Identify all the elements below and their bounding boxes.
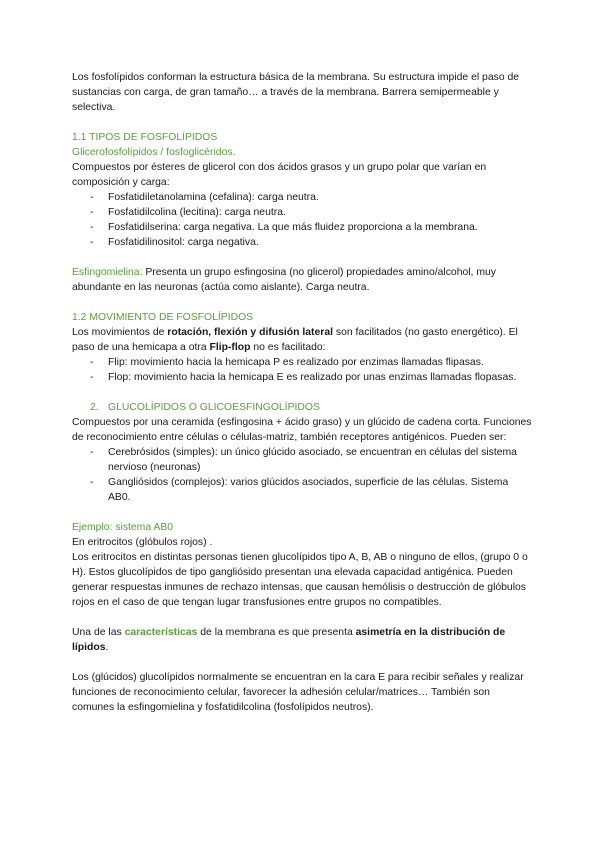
list-item: - Fosfatidilcolina (lecitina): carga neutra. — [72, 205, 532, 220]
esfingomielina-label: Esfingomielina: — [72, 267, 143, 278]
text-run: Los movimientos de — [72, 327, 168, 338]
list-flip-flop — [72, 355, 532, 385]
list-glucolipidos — [72, 445, 532, 505]
list-item: - Flip: movimiento hacia la hemicapa P es realizado por enzimas llamadas flipasas. — [72, 355, 532, 370]
paragraph-glucolipidos-cara-e: Los (glúcidos) glucolípidos normalmente se encuentran en la cara E para recibir señales y realizar funciones de reconocimiento celular, favorecer la adhesión celular/matrices… También son comunes la esfingomielina y fosfatidilcolina (fosfolípidos neutros). — [72, 672, 524, 713]
list-item: - Fosfatidiletanolamina (cefalina): carga neutra. — [72, 190, 532, 205]
paragraph-asimetria — [72, 625, 532, 655]
paragraph-eritrocitos: Los eritrocitos en distintas personas tienen glucolípidos tipo A, B, AB o ninguno de ellos, (grupo 0 o H). Estos glucolípidos de tipo gangliósido presentan una elevada capacidad antigénica. Pueden generar respuestas inmunes de rechazo intensas, que causan hemólisis o destrucción de glóbulos rojos en el caso de que tengan lugar transfusiones entre grupos no compatibles. — [72, 552, 528, 608]
paragraph-glicerofosfolipidos: Compuestos por ésteres de glicerol con dos ácidos grasos y un grupo polar que varían en composición y carga: — [72, 162, 487, 188]
list-item: - Fosfatidilserina: carga negativa. La que más fluidez proporciona a la membrana. — [72, 220, 532, 235]
paragraph-glucolipidos: Compuestos por una ceramida (esfingosina + ácido graso) y un glúcido de cadena corta. Funciones de reconocimiento entre células o células-matriz, también receptores antigénicos. Pueden ser: — [72, 417, 532, 443]
example-line: En eritrocitos (glóbulos rojos) . — [72, 537, 213, 548]
section-number: 2. — [90, 402, 99, 413]
bold-run: asimetría en la distribución de lípidos — [72, 627, 506, 653]
text-run: de la membrana es que presenta — [197, 627, 356, 638]
bold-run: rotación, flexión y difusión lateral — [167, 327, 333, 338]
list-item: - Flop: movimiento hacia la hemicapa E es realizado por unas enzimas llamadas flopasas. — [72, 370, 532, 385]
bold-run: Flip-flop — [209, 342, 251, 353]
section-heading-movimiento: 1.2 MOVIMIENTO DE FOSFOLÍPIDOS — [72, 312, 254, 323]
bold-green-run: características — [124, 627, 198, 638]
paragraph-esfingomielina — [72, 265, 532, 295]
example-heading: Ejemplo: sistema AB0 — [72, 522, 174, 533]
list-item: - Fosfatidilinositol: carga negativa. — [72, 235, 532, 250]
text-run: . — [105, 642, 109, 653]
paragraph-movimiento — [72, 325, 532, 355]
intro-paragraph: Los fosfolípidos conforman la estructura básica de la membrana. Su estructura impide el paso de sustancias con carga, de gran tamaño… a través de la membrana. Barrera semipermeable y selectiva. — [72, 72, 520, 113]
text-run: son facilitados (no gasto energético). El paso de una hemicapa a otra — [72, 327, 518, 353]
section-heading-text: GLUCOLÍPIDOS O GLICOESFINGOLÍPIDOS — [108, 402, 320, 413]
list-item: - Gangliósidos (complejos): varios glúcidos asociados, superficie de las células. Sistema AB0. — [72, 475, 532, 505]
document-page — [72, 70, 532, 715]
list-fosfolipidos — [72, 190, 532, 250]
text-run: Una de las — [72, 627, 125, 638]
esfingomielina-text: Presenta un grupo esfingosina (no glicerol) propiedades amino/alcohol, muy abundante en las neuronas (actúa como aislante). Carga neutra. — [72, 267, 496, 293]
section-heading-tipos: 1.1 TIPOS DE FOSFOLÍPIDOS — [72, 132, 218, 143]
section-heading-glucolipidos — [72, 400, 532, 415]
subheading-glicerofosfolipidos: Glicerofosfolípidos / fosfoglicéridos. — [72, 147, 236, 158]
text-run: no es facilitado: — [250, 342, 326, 353]
list-item: - Cerebrósidos (simples): un único glúcido asociado, se encuentran en células del sistema nervioso (neuronas) — [72, 445, 532, 475]
